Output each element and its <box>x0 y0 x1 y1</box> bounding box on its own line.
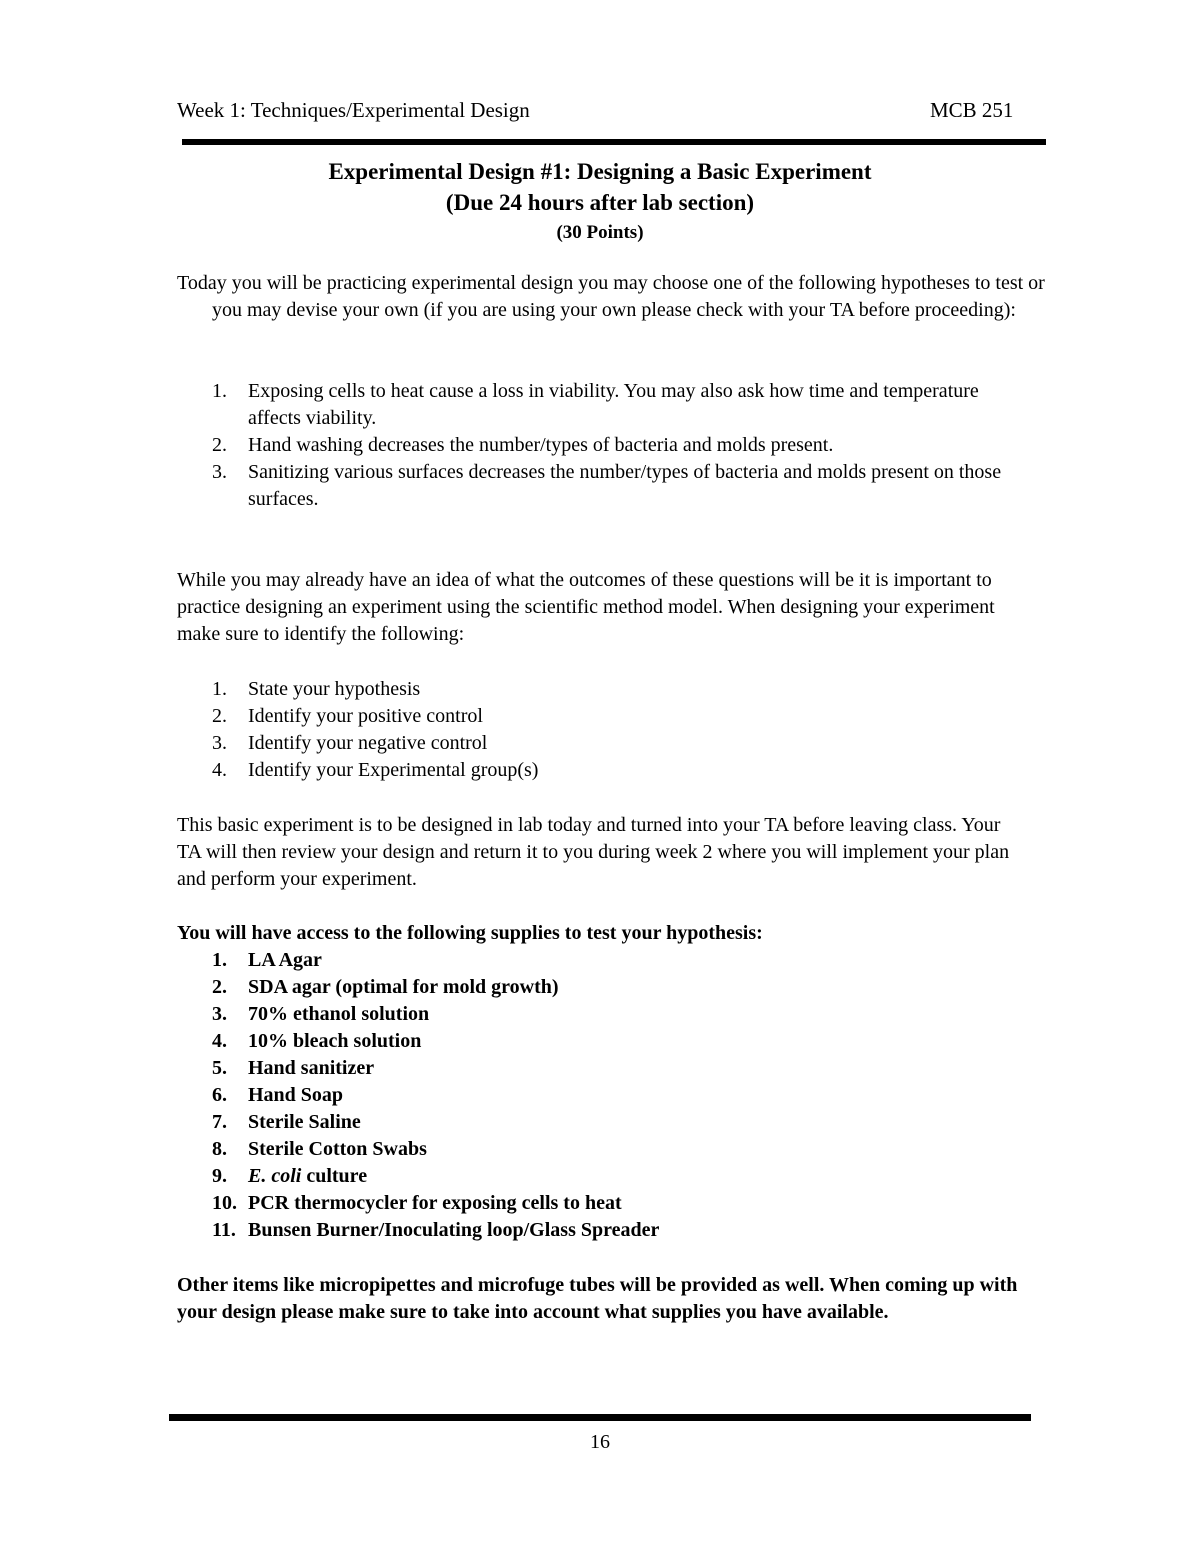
list-item <box>212 757 1012 784</box>
list-item <box>212 432 1012 459</box>
list-item-text: PCR thermocycler for exposing cells to heat <box>248 1192 622 1214</box>
list-item-text: Hand sanitizer <box>248 1057 375 1079</box>
list-item <box>212 974 1012 1001</box>
points-note: (30 Points) <box>556 222 644 243</box>
list-item-number: 3. <box>212 461 227 483</box>
list-item <box>212 1190 1012 1217</box>
list-item <box>212 676 1012 703</box>
list-item-number: 4. <box>212 1030 227 1052</box>
organism-name: E. coli <box>248 1165 302 1187</box>
list-item <box>212 1109 1012 1136</box>
list-item-text: Identify your negative control <box>248 732 488 754</box>
list-item <box>212 1001 1012 1028</box>
list-item-number: 11. <box>212 1219 236 1241</box>
list-item-text: Sanitizing various surfaces decreases the number/types of bacteria and molds present on those surfaces. <box>248 461 1002 510</box>
identify-list <box>212 676 1012 784</box>
list-item-number: 1. <box>212 949 227 971</box>
list-item-text: Hand washing decreases the number/types of bacteria and molds present. <box>248 434 834 456</box>
header-course-topic: Week 1: Techniques/Experimental Design <box>177 98 530 122</box>
list-item <box>212 1055 1012 1082</box>
list-item-text: SDA agar (optimal for mold growth) <box>248 976 559 998</box>
page-number: 16 <box>590 1431 610 1453</box>
list-item-text: LA Agar <box>248 949 322 971</box>
list-item-number: 9. <box>212 1165 227 1187</box>
list-item <box>212 1136 1012 1163</box>
list-item <box>212 703 1012 730</box>
supplies-list <box>212 947 1012 1244</box>
list-item-text: State your hypothesis <box>248 678 421 700</box>
list-item <box>212 730 1012 757</box>
list-item <box>212 459 1012 513</box>
list-item-text: Identify your positive control <box>248 705 483 727</box>
list-item-text: culture <box>301 1165 368 1187</box>
due-date-note: (Due 24 hours after lab section) <box>445 190 755 215</box>
list-item-text: 70% ethanol solution <box>248 1003 430 1025</box>
list-item-number: 5. <box>212 1057 227 1079</box>
submission-paragraph: This basic experiment is to be designed in lab today and turned into your TA before leaving class. Your TA will then review your design and return it to you during week 2 where you will implement your plan and perform your experiment. <box>177 814 1010 890</box>
list-item <box>212 947 1012 974</box>
list-item <box>212 1082 1012 1109</box>
list-item-number: 2. <box>212 434 227 456</box>
list-item-text: Sterile Saline <box>248 1111 361 1133</box>
list-item-number: 4. <box>212 759 227 781</box>
list-item-number: 3. <box>212 1003 227 1025</box>
header-rule <box>182 139 1046 145</box>
list-item-number: 2. <box>212 976 227 998</box>
intro-paragraph: Today you will be practicing experimental design you may choose one of the following hypotheses to test or you may devise your own (if you are using your own please check with your TA before proceeding): <box>177 272 1045 321</box>
title-block <box>182 156 1018 248</box>
page-title: Experimental Design #1: Designing a Basic Experiment <box>328 159 872 184</box>
list-item-number: 8. <box>212 1138 227 1160</box>
header-course-code: MCB 251 <box>930 98 1014 122</box>
footer-rule <box>169 1414 1031 1421</box>
list-item <box>212 1028 1012 1055</box>
hypotheses-list <box>212 378 1012 513</box>
design-instructions-paragraph: While you may already have an idea of what the outcomes of these questions will be it is important to practice designing an experiment using the scientific method model. When designing your experiment make sure to identify the following: <box>177 569 995 645</box>
list-item-number: 3. <box>212 732 227 754</box>
supplies-heading: You will have access to the following supplies to test your hypothesis: <box>177 922 763 944</box>
list-item-text: Identify your Experimental group(s) <box>248 759 539 781</box>
list-item-number: 6. <box>212 1084 227 1106</box>
closing-paragraph: Other items like micropipettes and microfuge tubes will be provided as well. When coming up with your design please make sure to take into account what supplies you have available. <box>177 1274 1018 1323</box>
list-item-text: Exposing cells to heat cause a loss in viability. You may also ask how time and temperature affects viability. <box>248 380 979 429</box>
list-item-number: 1. <box>212 678 227 700</box>
list-item-number: 10. <box>212 1192 237 1214</box>
list-item <box>212 378 1012 432</box>
list-item-text: 10% bleach solution <box>248 1030 422 1052</box>
list-item-text: Hand Soap <box>248 1084 344 1106</box>
list-item-text: Sterile Cotton Swabs <box>248 1138 427 1160</box>
list-item-number: 1. <box>212 380 227 402</box>
list-item <box>212 1217 1012 1244</box>
list-item-number: 7. <box>212 1111 227 1133</box>
list-item-text: Bunsen Burner/Inoculating loop/Glass Spreader <box>248 1219 660 1241</box>
list-item-number: 2. <box>212 705 227 727</box>
list-item <box>212 1163 1012 1190</box>
